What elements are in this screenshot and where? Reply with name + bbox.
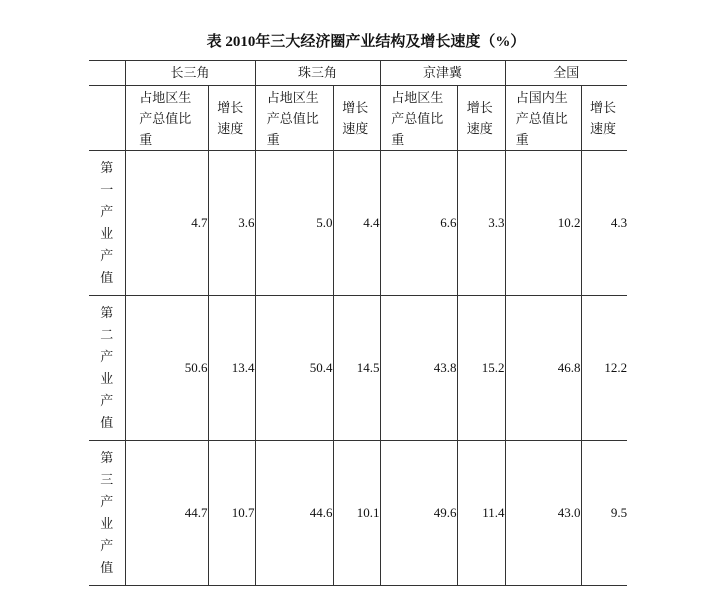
row-label-cell: [89, 151, 125, 296]
growth-header-cell: [581, 86, 627, 151]
share-header-cell: [505, 86, 581, 151]
table-title: 表 2010年三大经济圈产业结构及增长速度（%）: [206, 34, 526, 50]
value-cell: 13.4: [208, 296, 255, 441]
row-label-cell: [89, 441, 125, 586]
group-header-pearl: 珠三角: [255, 61, 380, 86]
value-cell: 3.3: [457, 151, 505, 296]
share-header-cell: [125, 86, 208, 151]
value-cell: 49.6: [380, 441, 457, 586]
value-cell: 9.5: [581, 441, 627, 586]
share-header-cell: [255, 86, 333, 151]
corner-cell: [89, 61, 125, 86]
value-cell: 50.4: [255, 296, 333, 441]
tertiary-industry-row: [89, 441, 627, 586]
group-header-row: [89, 61, 627, 86]
growth-header-cell: [457, 86, 505, 151]
value-cell: 5.0: [255, 151, 333, 296]
industry-structure-table: [89, 60, 627, 586]
share-header-label: 占地区生产总值比重: [266, 89, 319, 147]
value-cell: 6.6: [380, 151, 457, 296]
value-cell: 10.7: [208, 441, 255, 586]
value-cell: 44.7: [125, 441, 208, 586]
row-label-cell: [89, 296, 125, 441]
row-label: 第二产业产值: [100, 305, 114, 430]
value-cell: 10.1: [333, 441, 380, 586]
row-label: 第一产业产值: [100, 160, 114, 285]
group-header-yangtze: 长三角: [125, 61, 255, 86]
row-label: 第三产业产值: [100, 450, 114, 575]
value-cell: 14.5: [333, 296, 380, 441]
value-cell: 43.8: [380, 296, 457, 441]
group-header-national: 全国: [505, 61, 627, 86]
value-cell: 43.0: [505, 441, 581, 586]
growth-header-cell: [333, 86, 380, 151]
corner-cell-lower: [89, 86, 125, 151]
value-cell: 15.2: [457, 296, 505, 441]
share-header-label: 占地区生产总值比重: [139, 89, 192, 147]
group-header-jingjinji: 京津冀: [380, 61, 505, 86]
growth-header-label: 增长速度: [466, 100, 493, 136]
secondary-industry-row: [89, 296, 627, 441]
value-cell: 50.6: [125, 296, 208, 441]
value-cell: 4.7: [125, 151, 208, 296]
sub-header-row: [89, 86, 627, 151]
value-cell: 3.6: [208, 151, 255, 296]
value-cell: 4.4: [333, 151, 380, 296]
share-header-label: 占国内生产总值比重: [515, 89, 568, 147]
value-cell: 12.2: [581, 296, 627, 441]
share-header-cell: [380, 86, 457, 151]
growth-header-label: 增长速度: [217, 100, 244, 136]
growth-header-label: 增长速度: [590, 100, 617, 136]
primary-industry-row: [89, 151, 627, 296]
growth-header-label: 增长速度: [342, 100, 369, 136]
value-cell: 46.8: [505, 296, 581, 441]
value-cell: 10.2: [505, 151, 581, 296]
value-cell: 11.4: [457, 441, 505, 586]
growth-header-cell: [208, 86, 255, 151]
value-cell: 4.3: [581, 151, 627, 296]
share-header-label: 占地区生产总值比重: [391, 89, 444, 147]
value-cell: 44.6: [255, 441, 333, 586]
